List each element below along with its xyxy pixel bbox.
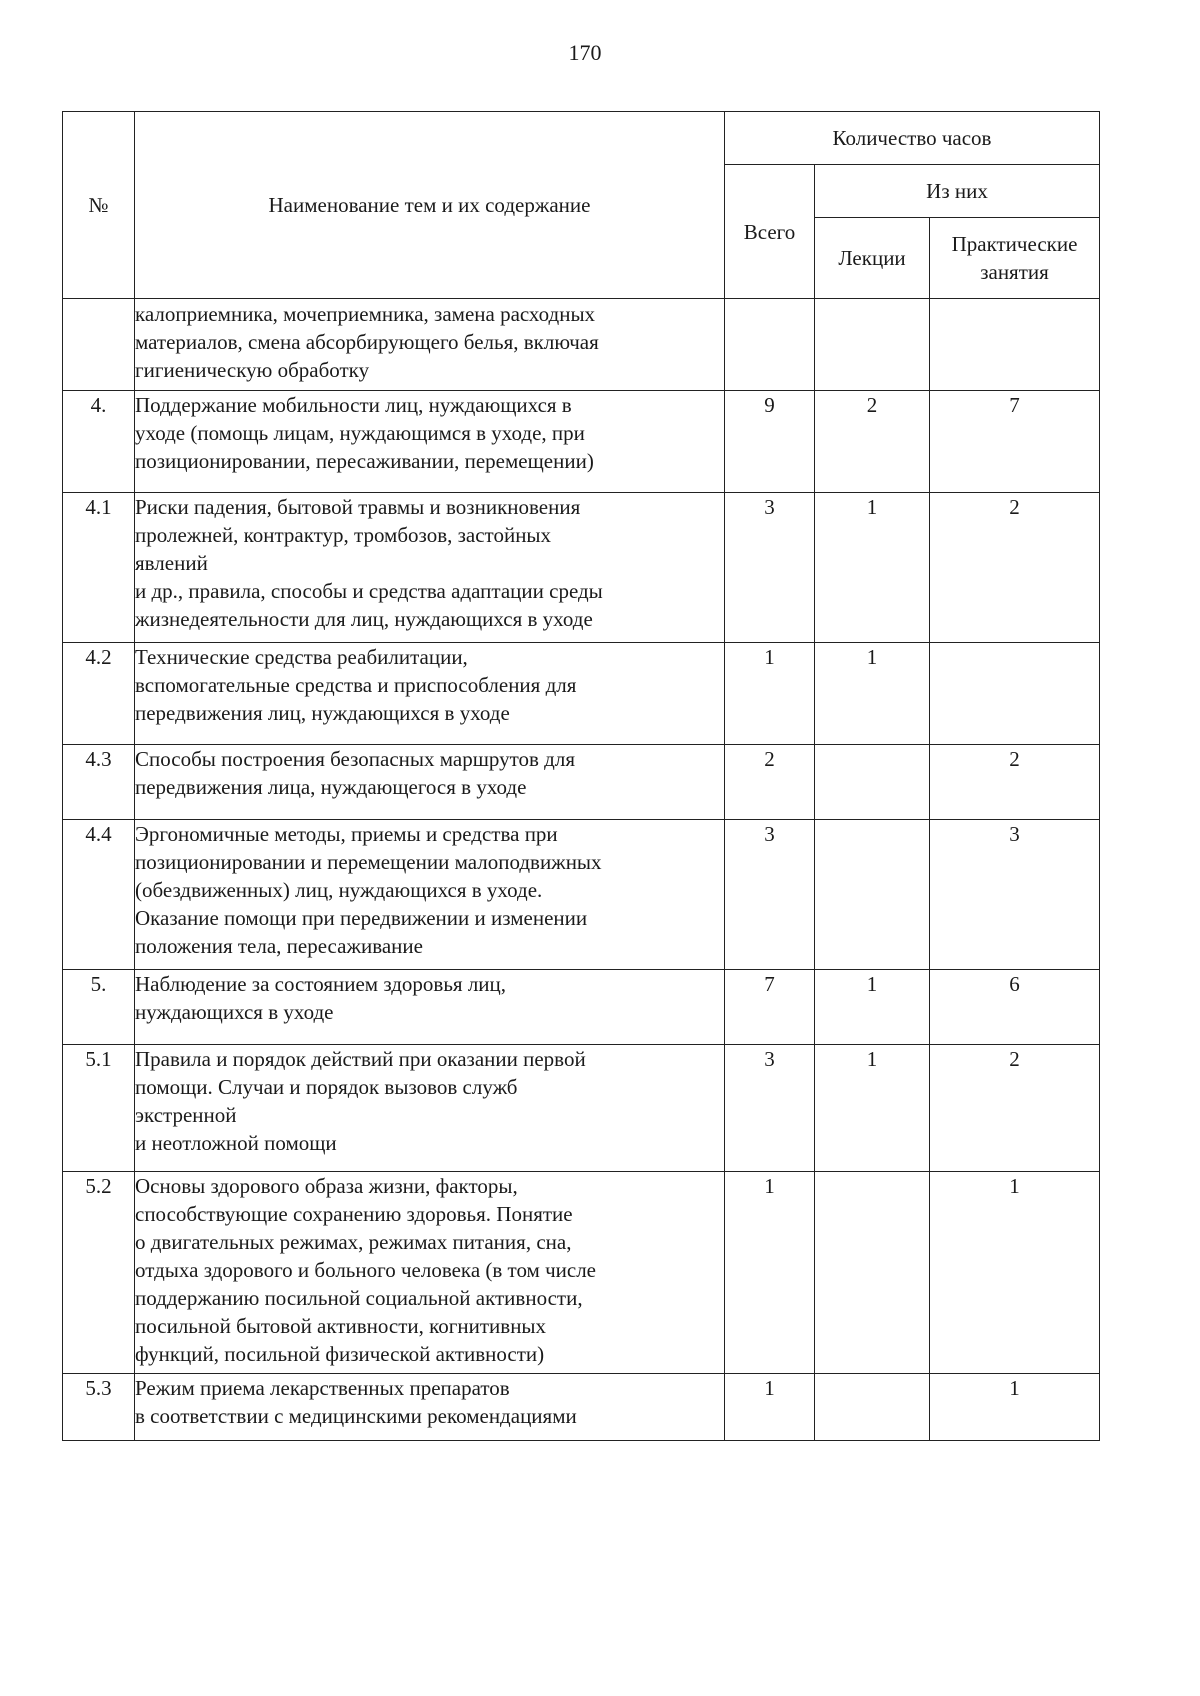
row-practical-hours: 1 bbox=[930, 1172, 1100, 1374]
row-practical-hours: 2 bbox=[930, 745, 1100, 820]
row-total-hours: 1 bbox=[725, 643, 815, 745]
row-topic-line: отдыха здорового и больного человека (в том числе bbox=[135, 1258, 597, 1282]
row-total-hours: 9 bbox=[725, 391, 815, 493]
row-number: 4.4 bbox=[63, 820, 135, 970]
row-practical-hours: 2 bbox=[930, 1045, 1100, 1172]
row-topic-line: в соответствии с медицинскими рекомендациями bbox=[135, 1404, 577, 1428]
row-total-hours: 7 bbox=[725, 970, 815, 1045]
row-number: 5.1 bbox=[63, 1045, 135, 1172]
row-topic bbox=[135, 1045, 725, 1172]
row-topic-line: позиционировании и перемещении малоподвижных bbox=[135, 850, 602, 874]
header-of-which: Из них bbox=[815, 165, 1100, 218]
table-row bbox=[63, 299, 1100, 391]
table-row bbox=[63, 643, 1100, 745]
row-total-hours: 2 bbox=[725, 745, 815, 820]
row-total-hours: 3 bbox=[725, 820, 815, 970]
row-lecture-hours bbox=[815, 299, 930, 391]
row-practical-hours: 2 bbox=[930, 493, 1100, 643]
row-total-hours: 1 bbox=[725, 1172, 815, 1374]
row-topic bbox=[135, 1172, 725, 1374]
row-number: 4.3 bbox=[63, 745, 135, 820]
row-number: 4. bbox=[63, 391, 135, 493]
row-topic-line: посильной бытовой активности, когнитивных bbox=[135, 1314, 547, 1338]
row-number bbox=[63, 299, 135, 391]
row-topic-line: Поддержание мобильности лиц, нуждающихся в bbox=[135, 393, 572, 417]
table-row bbox=[63, 1045, 1100, 1172]
row-practical-hours bbox=[930, 299, 1100, 391]
row-topic-line: и др., правила, способы и средства адаптации среды bbox=[135, 579, 603, 603]
table-row bbox=[63, 745, 1100, 820]
row-number: 4.2 bbox=[63, 643, 135, 745]
row-topic-line: (обездвиженных) лиц, нуждающихся в уходе. bbox=[135, 878, 543, 902]
header-total: Всего bbox=[725, 165, 815, 299]
row-topic-line: позиционировании, пересаживании, перемещении) bbox=[135, 449, 594, 473]
row-topic-line: экстренной bbox=[135, 1103, 237, 1127]
header-practical bbox=[930, 218, 1100, 299]
row-topic-line: Технические средства реабилитации, bbox=[135, 645, 468, 669]
row-topic-line: гигиеническую обработку bbox=[135, 358, 370, 382]
row-topic-line: Эргономичные методы, приемы и средства при bbox=[135, 822, 558, 846]
row-topic-line: передвижения лица, нуждающегося в уходе bbox=[135, 775, 527, 799]
header-topic-title: Наименование тем и их содержание bbox=[135, 112, 725, 299]
row-lecture-hours bbox=[815, 1374, 930, 1441]
row-lecture-hours: 1 bbox=[815, 970, 930, 1045]
row-topic bbox=[135, 391, 725, 493]
row-topic-line: калоприемника, мочеприемника, замена расходных bbox=[135, 302, 596, 326]
row-topic-line: вспомогательные средства и приспособления для bbox=[135, 673, 577, 697]
row-total-hours bbox=[725, 299, 815, 391]
row-lecture-hours: 1 bbox=[815, 643, 930, 745]
row-topic-line: жизнедеятельности для лиц, нуждающихся в уходе bbox=[135, 607, 593, 631]
table-body bbox=[63, 299, 1100, 1441]
table-row bbox=[63, 1374, 1100, 1441]
row-number: 4.1 bbox=[63, 493, 135, 643]
row-lecture-hours: 1 bbox=[815, 1045, 930, 1172]
row-topic-line: нуждающихся в уходе bbox=[135, 1000, 334, 1024]
row-total-hours: 3 bbox=[725, 493, 815, 643]
row-topic-line: Способы построения безопасных маршрутов для bbox=[135, 747, 575, 771]
row-practical-hours: 7 bbox=[930, 391, 1100, 493]
table-row bbox=[63, 1172, 1100, 1374]
row-lecture-hours: 1 bbox=[815, 493, 930, 643]
row-topic-line: пролежней, контрактур, тромбозов, застойных bbox=[135, 523, 552, 547]
row-lecture-hours bbox=[815, 745, 930, 820]
curriculum-table bbox=[62, 111, 1100, 1441]
row-number: 5. bbox=[63, 970, 135, 1045]
row-topic-line: Риски падения, бытовой травмы и возникновения bbox=[135, 495, 581, 519]
row-topic-line: помощи. Случаи и порядок вызовов служб bbox=[135, 1075, 518, 1099]
row-topic-line: поддержанию посильной социальной активности, bbox=[135, 1286, 583, 1310]
row-topic-line: Наблюдение за состоянием здоровья лиц, bbox=[135, 972, 507, 996]
header-lectures: Лекции bbox=[815, 218, 930, 299]
table-row bbox=[63, 970, 1100, 1045]
row-practical-hours: 3 bbox=[930, 820, 1100, 970]
row-topic-line: уходе (помощь лицам, нуждающимся в уходе, при bbox=[135, 421, 585, 445]
row-topic bbox=[135, 299, 725, 391]
row-topic-line: Режим приема лекарственных препаратов bbox=[135, 1376, 510, 1400]
row-number: 5.3 bbox=[63, 1374, 135, 1441]
table-row bbox=[63, 391, 1100, 493]
row-topic-line: и неотложной помощи bbox=[135, 1131, 337, 1155]
row-topic-line: Основы здорового образа жизни, факторы, bbox=[135, 1174, 518, 1198]
row-lecture-hours: 2 bbox=[815, 391, 930, 493]
row-topic bbox=[135, 1374, 725, 1441]
row-number: 5.2 bbox=[63, 1172, 135, 1374]
row-topic-line: положения тела, пересаживание bbox=[135, 934, 423, 958]
row-practical-hours bbox=[930, 643, 1100, 745]
row-practical-hours: 6 bbox=[930, 970, 1100, 1045]
row-topic-line: явлений bbox=[135, 551, 208, 575]
row-topic-line: способствующие сохранению здоровья. Понятие bbox=[135, 1202, 573, 1226]
row-topic bbox=[135, 493, 725, 643]
table-row bbox=[63, 820, 1100, 970]
row-total-hours: 1 bbox=[725, 1374, 815, 1441]
header-number: № bbox=[63, 112, 135, 299]
row-topic bbox=[135, 643, 725, 745]
table-header bbox=[63, 112, 1100, 299]
row-topic-line: передвижения лиц, нуждающихся в уходе bbox=[135, 701, 510, 725]
row-topic bbox=[135, 820, 725, 970]
row-total-hours: 3 bbox=[725, 1045, 815, 1172]
row-topic-line: Правила и порядок действий при оказании первой bbox=[135, 1047, 586, 1071]
header-hours: Количество часов bbox=[725, 112, 1100, 165]
header-practical-line: Практические bbox=[951, 232, 1078, 256]
row-topic-line: функций, посильной физической активности) bbox=[135, 1342, 545, 1366]
row-topic bbox=[135, 970, 725, 1045]
row-lecture-hours bbox=[815, 820, 930, 970]
row-topic bbox=[135, 745, 725, 820]
table-row bbox=[63, 493, 1100, 643]
row-topic-line: о двигательных режимах, режимах питания, сна, bbox=[135, 1230, 572, 1254]
row-practical-hours: 1 bbox=[930, 1374, 1100, 1441]
page-number: 170 bbox=[568, 40, 602, 65]
row-lecture-hours bbox=[815, 1172, 930, 1374]
row-topic-line: материалов, смена абсорбирующего белья, включая bbox=[135, 330, 599, 354]
row-topic-line: Оказание помощи при передвижении и изменении bbox=[135, 906, 588, 930]
header-practical-line: занятия bbox=[980, 260, 1049, 284]
